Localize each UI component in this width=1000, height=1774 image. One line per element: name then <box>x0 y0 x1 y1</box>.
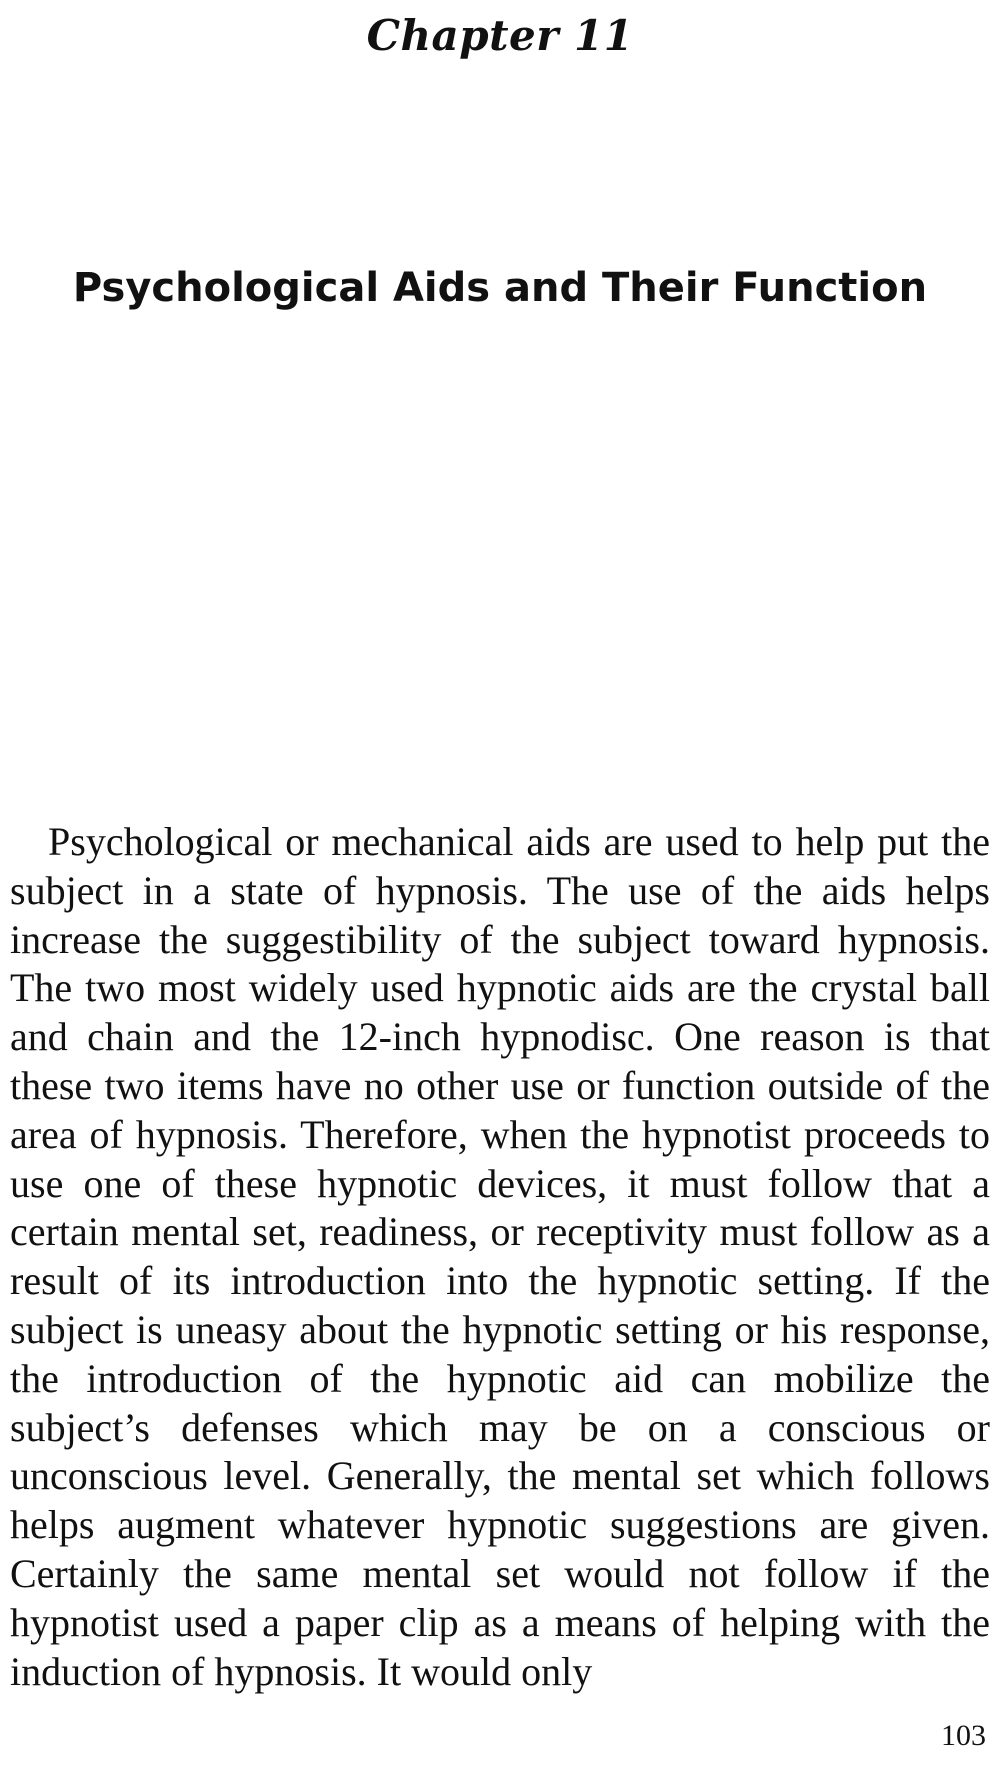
body-paragraph: Psychological or mechanical aids are used to help put the subject in a state of hypnosis. The use of the aids helps increase the suggestibility of the subject toward hypnosis. The two most widely used hypnotic aids are the crystal ball and chain and the 12-inch hypnodisc. One reason is that these two items have no other use or function outside of the area of hypnosis. Therefore, when the hypnotist proceeds to use one of these hypnotic devices, it must follow that a certain mental set, readiness, or receptivity must follow as a result of its introduction into the hypnotic setting. If the subject is uneasy about the hypnotic setting or his response, the introduction of the hypnotic aid can mobilize the subject’s defenses which may be on a conscious or unconscious level. Generally, the mental set which follows helps augment whatever hypnotic suggestions are given. Certainly the same mental set would not follow if the hypnotist used a paper clip as a means of helping with the induction of hypnosis. It would only <box>10 819 990 1694</box>
chapter-title: Psychological Aids and Their Function <box>72 265 928 311</box>
chapter-number: Chapter 11 <box>366 11 634 60</box>
page-number: 103 <box>941 1719 986 1752</box>
